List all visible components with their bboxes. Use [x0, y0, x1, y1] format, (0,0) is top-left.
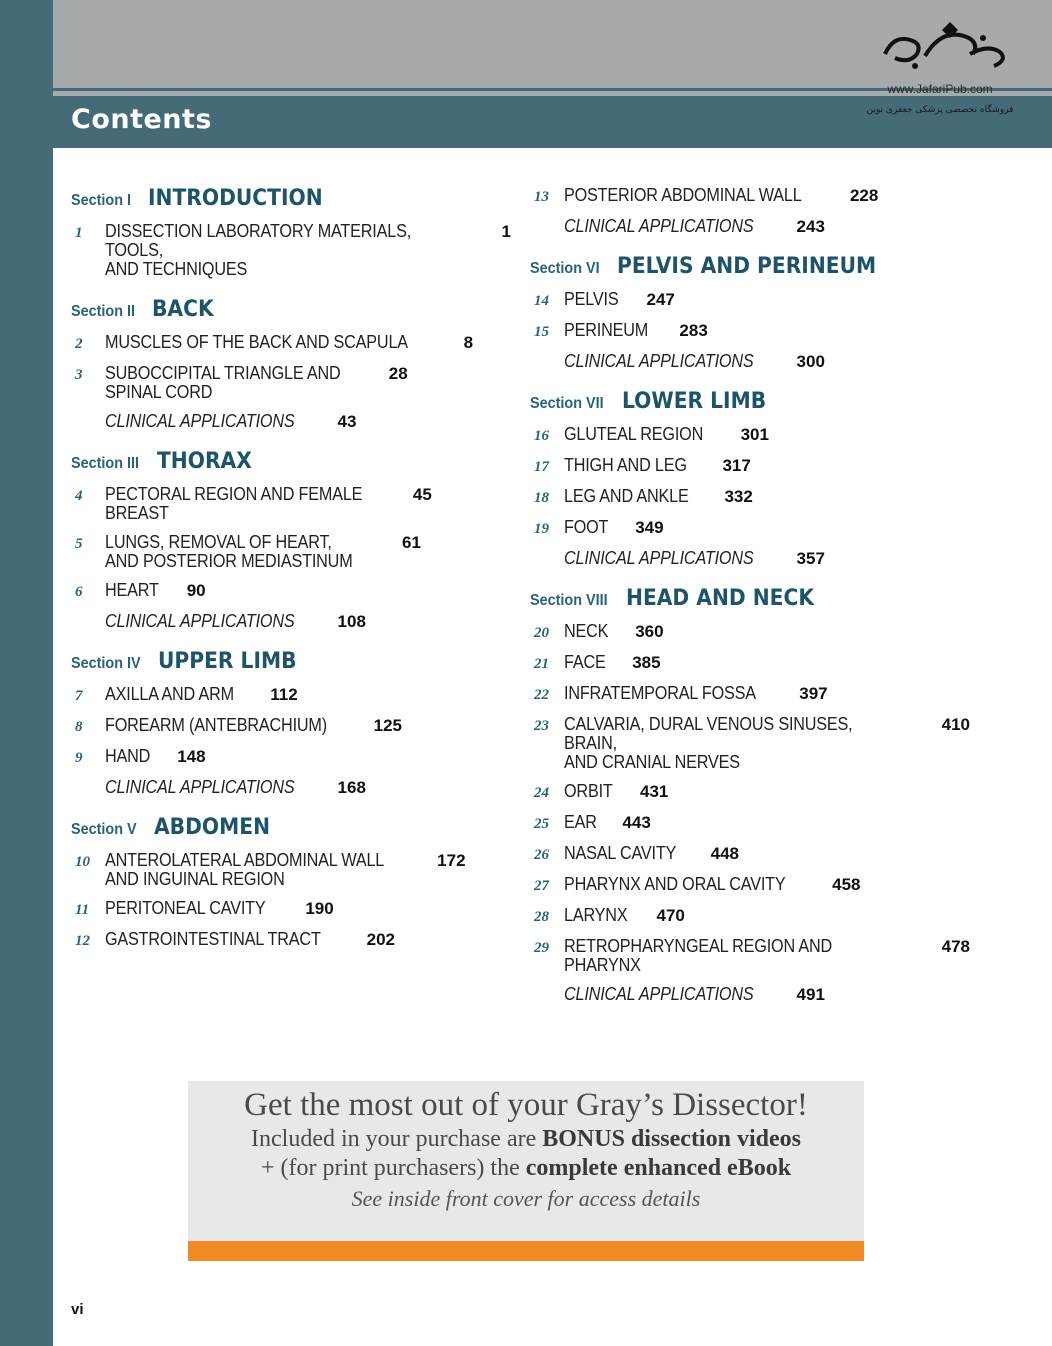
- chapter-title: INFRATEMPORAL FOSSA: [564, 683, 756, 703]
- section-heading: [530, 389, 970, 419]
- chapter-title: CALVARIA, DURAL VENOUS SINUSES, BRAIN, AND CRANIAL NERVES: [564, 714, 853, 772]
- page-ref: 8: [463, 333, 474, 352]
- chapter-number: 23: [534, 718, 549, 734]
- chapter-number: 8: [75, 719, 83, 735]
- section-label: Section VIII: [530, 592, 608, 609]
- chapter-number: 13: [534, 189, 549, 205]
- chapter-title: RETROPHARYNGEAL REGION AND PHARYNX: [564, 936, 833, 975]
- section-label: Section IV: [71, 655, 141, 672]
- chapter-title: CLINICAL APPLICATIONS: [105, 411, 295, 431]
- clinical-applications-entry: [530, 549, 970, 568]
- toc-entry: [530, 875, 970, 896]
- toc-entry: [71, 685, 511, 706]
- logo-url: www.JafariPub.com: [887, 82, 993, 96]
- chapter-title: LEG AND ANKLE: [564, 486, 689, 506]
- chapter-number: 19: [534, 521, 549, 537]
- chapter-title: FOREARM (ANTEBRACHIUM): [105, 715, 327, 735]
- toc-entry: [530, 425, 970, 446]
- section-label: Section VI: [530, 260, 600, 277]
- left-color-bar: [0, 0, 53, 1346]
- toc-entry: [71, 222, 511, 279]
- publisher-logo: [855, 14, 1025, 124]
- section-heading: [71, 449, 511, 479]
- chapter-number: 25: [534, 816, 549, 832]
- chapter-number: 18: [534, 490, 549, 506]
- clinical-applications-entry: [71, 778, 511, 797]
- chapter-number: 24: [534, 785, 549, 801]
- section-label: Section II: [71, 303, 136, 320]
- chapter-title: ANTEROLATERAL ABDOMINAL WALL AND INGUINAL REGION: [105, 850, 385, 889]
- page-ref: 478: [941, 937, 970, 956]
- chapter-title: ORBIT: [564, 781, 613, 801]
- chapter-title: PERITONEAL CAVITY: [105, 898, 266, 918]
- chapter-number: 21: [534, 656, 549, 672]
- chapter-title: NASAL CAVITY: [564, 843, 677, 863]
- page-ref: 458: [832, 875, 861, 894]
- chapter-title: PECTORAL REGION AND FEMALE BREAST: [105, 484, 363, 523]
- chapter-number: 28: [534, 909, 549, 925]
- chapter-number: [530, 352, 564, 354]
- section-heading: [71, 649, 511, 679]
- toc-right-column: [530, 186, 970, 1014]
- chapter-number: 14: [534, 293, 549, 309]
- toc-entry: [530, 321, 970, 342]
- toc-entry: [71, 716, 511, 737]
- chapter-number: 22: [534, 687, 549, 703]
- chapter-number: [530, 217, 564, 219]
- toc-left-column: [71, 186, 511, 961]
- chapter-title: CLINICAL APPLICATIONS: [564, 216, 754, 236]
- chapter-number: [71, 412, 105, 414]
- clinical-applications-entry: [71, 412, 511, 431]
- page-ref: 349: [635, 518, 664, 537]
- chapter-title: CLINICAL APPLICATIONS: [105, 611, 295, 631]
- chapter-number: 15: [534, 324, 549, 340]
- chapter-number: 20: [534, 625, 549, 641]
- promo-line-2-text: + (for print purchasers) the: [260, 1155, 526, 1181]
- chapter-title: PELVIS: [564, 289, 619, 309]
- chapter-number: 4: [75, 488, 83, 504]
- chapter-number: 10: [75, 854, 90, 870]
- section-heading: [530, 254, 970, 284]
- section-label: Section I: [71, 192, 132, 209]
- page-ref: 283: [679, 321, 708, 340]
- chapter-title: LARYNX: [564, 905, 628, 925]
- page-ref: 491: [796, 985, 825, 1004]
- chapter-number: 12: [75, 933, 90, 949]
- clinical-applications-entry: [530, 217, 970, 236]
- page-ref: 1: [501, 222, 511, 241]
- chapter-title: PHARYNX AND ORAL CAVITY: [564, 874, 786, 894]
- toc-entry: [530, 653, 970, 674]
- section-title: LOWER LIMB: [621, 389, 766, 414]
- chapter-title: DISSECTION LABORATORY MATERIALS, TOOLS, AND TECHNIQUES: [105, 221, 412, 279]
- section-title: UPPER LIMB: [158, 649, 297, 674]
- section-title: ABDOMEN: [153, 815, 270, 840]
- toc-entry: [71, 581, 511, 602]
- section-heading: [530, 586, 970, 616]
- chapter-title: AXILLA AND ARM: [105, 684, 234, 704]
- page-ref: 385: [632, 653, 661, 672]
- chapter-title: FACE: [564, 652, 606, 672]
- chapter-title: GLUTEAL REGION: [564, 424, 704, 444]
- chapter-number: 3: [75, 367, 83, 383]
- logo-store-name: فروشگاه تخصصی پزشکی جعفری نوین: [866, 105, 1014, 115]
- chapter-title: CLINICAL APPLICATIONS: [564, 984, 754, 1004]
- toc-entry: [530, 622, 970, 643]
- page-ref: 332: [724, 487, 753, 506]
- toc-entry: [71, 533, 511, 571]
- page-ref: 61: [402, 533, 421, 552]
- section-title: PELVIS AND PERINEUM: [617, 254, 877, 279]
- promo-headline: Get the most out of your Gray’s Dissector!: [244, 1087, 808, 1123]
- toc-entry: [71, 851, 511, 889]
- page-ref: 45: [412, 485, 432, 504]
- page-ref: 470: [656, 906, 685, 925]
- chapter-title: FOOT: [564, 517, 609, 537]
- page-ref: 443: [622, 813, 651, 832]
- chapter-title: HEART: [105, 580, 159, 600]
- chapter-title: CLINICAL APPLICATIONS: [105, 777, 295, 797]
- section-label: Section VII: [530, 395, 604, 412]
- page-ref: 202: [366, 930, 396, 949]
- toc-entry: [530, 456, 970, 477]
- chapter-number: 1: [75, 225, 83, 241]
- page-title: Contents: [71, 104, 213, 135]
- section-label: Section V: [71, 821, 137, 838]
- toc-entry: [530, 715, 970, 772]
- page-ref: 28: [388, 364, 408, 383]
- toc-entry: [71, 364, 511, 402]
- chapter-title: HAND: [105, 746, 151, 766]
- toc-entry: [71, 899, 511, 920]
- page-ref: 112: [270, 685, 298, 704]
- chapter-title: GASTROINTESTINAL TRACT: [105, 929, 321, 949]
- chapter-title: LUNGS, REMOVAL OF HEART, AND POSTERIOR MEDIASTINUM: [105, 532, 353, 571]
- toc-entry: [71, 930, 511, 951]
- promo-subline: See inside front cover for access details: [351, 1186, 701, 1211]
- clinical-applications-entry: [71, 612, 511, 631]
- chapter-number: 26: [534, 847, 549, 863]
- page-ref: 108: [337, 612, 366, 631]
- promo-orange-bar: [188, 1241, 864, 1261]
- toc-entry: [530, 937, 970, 975]
- page-ref: 43: [337, 412, 357, 431]
- chapter-number: [530, 985, 564, 987]
- toc-entry: [530, 487, 970, 508]
- page-ref: 397: [799, 684, 828, 703]
- toc-entry: [530, 518, 970, 539]
- chapter-number: 27: [534, 878, 549, 894]
- promo-line-1-bold: BONUS dissection videos: [542, 1126, 801, 1152]
- chapter-title: EAR: [564, 812, 597, 832]
- toc-entry: [530, 813, 970, 834]
- section-title: HEAD AND NECK: [626, 586, 815, 611]
- clinical-applications-entry: [530, 352, 970, 371]
- chapter-number: 2: [75, 336, 83, 352]
- toc-entry: [71, 333, 511, 354]
- chapter-title: NECK: [564, 621, 609, 641]
- section-title: INTRODUCTION: [147, 186, 323, 211]
- toc-entry: [530, 906, 970, 927]
- page-number: vi: [71, 1301, 84, 1318]
- toc-entry: [530, 290, 970, 311]
- toc-entry: [530, 782, 970, 803]
- toc-entry: [530, 186, 970, 207]
- page-ref: 317: [722, 456, 751, 475]
- page-ref: 228: [849, 186, 879, 205]
- promo-line-2-bold: complete enhanced eBook: [525, 1155, 792, 1181]
- page-ref: 243: [796, 217, 825, 236]
- section-label: Section III: [71, 455, 140, 472]
- toc-entry: [71, 485, 511, 523]
- page-ref: 168: [337, 778, 366, 797]
- chapter-number: 9: [75, 750, 83, 766]
- chapter-number: 6: [75, 584, 83, 600]
- section-heading: [71, 297, 511, 327]
- promo-line-1: [188, 1126, 864, 1153]
- chapter-number: [71, 778, 105, 780]
- toc-entry: [530, 684, 970, 705]
- promo-box: [188, 1081, 864, 1241]
- chapter-number: 17: [534, 459, 549, 475]
- section-heading: [71, 186, 511, 216]
- chapter-title: PERINEUM: [564, 320, 649, 340]
- page-ref: 410: [941, 715, 970, 734]
- page-ref: 431: [640, 782, 669, 801]
- chapter-number: 11: [75, 902, 90, 918]
- page-ref: 172: [437, 851, 466, 870]
- logo-icon: [855, 14, 1025, 80]
- clinical-applications-entry: [530, 985, 970, 1004]
- page-ref: 300: [796, 352, 825, 371]
- chapter-number: 16: [534, 428, 549, 444]
- section-title: BACK: [152, 297, 214, 322]
- chapter-number: 29: [534, 940, 549, 956]
- chapter-number: [71, 612, 105, 614]
- chapter-title: CLINICAL APPLICATIONS: [564, 351, 754, 371]
- page-ref: 360: [635, 622, 664, 641]
- page-ref: 357: [796, 549, 825, 568]
- section-heading: [71, 815, 511, 845]
- page-ref: 148: [177, 747, 206, 766]
- page-ref: 301: [740, 425, 769, 444]
- promo-line-1-text: Included in your purchase are: [251, 1126, 543, 1152]
- page-ref: 448: [710, 844, 740, 863]
- promo-line-2: [188, 1155, 864, 1182]
- chapter-title: SUBOCCIPITAL TRIANGLE AND SPINAL CORD: [105, 363, 341, 402]
- page-ref: 90: [186, 581, 206, 600]
- page-ref: 247: [646, 290, 675, 309]
- toc-entry: [530, 844, 970, 865]
- chapter-title: THIGH AND LEG: [564, 455, 687, 475]
- chapter-title: MUSCLES OF THE BACK AND SCAPULA: [105, 332, 408, 352]
- chapter-title: CLINICAL APPLICATIONS: [564, 548, 754, 568]
- chapter-number: [530, 549, 564, 551]
- chapter-number: 5: [75, 536, 83, 552]
- page-ref: 190: [305, 899, 334, 918]
- section-title: THORAX: [156, 449, 252, 474]
- chapter-number: 7: [75, 688, 83, 704]
- chapter-title: POSTERIOR ABDOMINAL WALL: [564, 185, 802, 205]
- page-ref: 125: [373, 716, 402, 735]
- toc-entry: [71, 747, 511, 768]
